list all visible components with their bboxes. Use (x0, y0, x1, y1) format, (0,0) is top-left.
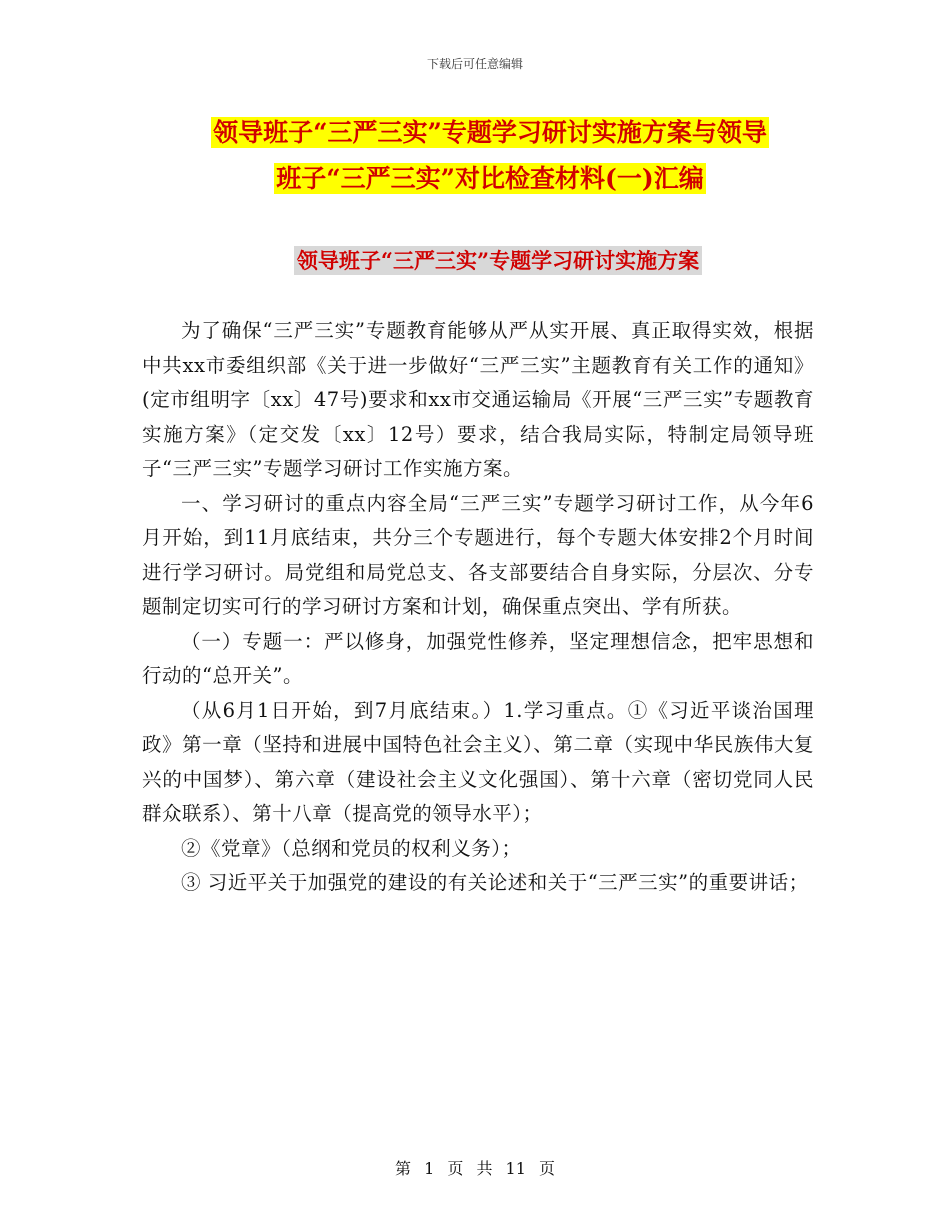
section-title (0, 243, 950, 279)
section-title-text: 领导班子“三严三实”专题学习研讨实施方案 (294, 246, 702, 275)
document-title (120, 110, 860, 202)
paragraph-section-1: 一、学习研讨的重点内容全局“三严三实”专题学习研讨工作，从今年6月开始，到11月底结束，共分三个专题进行，每个专题大体安排2个月时间进行学习研讨。局党组和局党总支、各支部要结合自身实际，分层次、分专题制定切实可行的学习研讨方案和计划，确保重点突出、学有所获。 (142, 491, 814, 618)
paragraph-item-2: ②《党章》（总纲和党员的权利义务）； (181, 836, 522, 860)
body-text (142, 314, 814, 901)
paragraph-item-3: ③ 习近平关于加强党的建设的有关论述和关于“三严三实”的重要讲话； (181, 871, 809, 894)
title-line-2: 班子“三严三实”对比检查材料(一)汇编 (276, 164, 704, 193)
page-number: 第 1 页 共 11 页 (395, 1159, 555, 1178)
paragraph-topic-1: （一）专题一：严以修身，加强党性修养，坚定理想信念，把牢思想和行动的“总开关”。 (142, 629, 814, 687)
paragraph-intro: 为了确保“三严三实”专题教育能够从严从实开展、真正取得实效，根据中共xx市委组织部《关于进一步做好“三严三实”主题教育有关工作的通知》(定市组明字〔xx〕47号)要求和xx市交通运输局《开展“三严三实”专题教育实施方案》（定交发〔xx〕12号）要求，结合我局实际，特制定局领导班子“三严三实”专题学习研讨工作实施方案。 (142, 319, 814, 480)
header-note: 下载后可任意编辑 (426, 57, 523, 71)
title-line-1: 领导班子“三严三实”专题学习研讨实施方案与领导 (213, 118, 767, 147)
paragraph-study-focus: （从6月1日开始，到7月底结束。）1.学习重点。①《习近平谈治国理政》第一章（坚持和进展中国特色社会主义）、第二章（实现中华民族伟大复兴的中国梦）、第六章（建设社会主义文化强国）、第十六章（密切党同人民群众联系）、第十八章（提高党的领导水平）； (142, 698, 814, 825)
